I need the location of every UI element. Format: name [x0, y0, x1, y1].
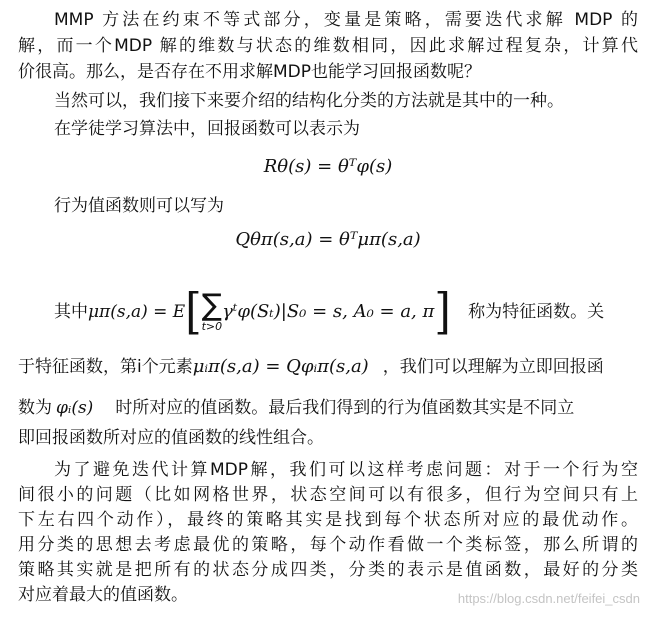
text-span: 时所对应的值函数。最后我们得到的行为值函数其实是不同立	[115, 398, 575, 418]
right-bracket: ]	[434, 283, 451, 340]
text-span: 于特征函数，第i个元素	[18, 357, 193, 377]
left-bracket: [	[185, 283, 202, 340]
math-feature-function: μπ(s,a) = E	[88, 302, 186, 322]
text-line: 价很高。那么，是否存在不用求解MDP也能学习回报函数呢？	[18, 62, 482, 82]
summation	[201, 288, 223, 333]
math-expectation-body: γᵗφ(Sₜ)|S₀ = s, A₀ = a, π	[222, 301, 435, 322]
text-line: 策略其实就是把所有的状态分成四类，分类的表示是值函数，最好的分类	[18, 560, 638, 580]
text-span: 数为	[18, 398, 52, 418]
text-line: 间很小的问题（比如网格世界，状态空间可以有很多，但行为空间只有上	[18, 485, 638, 505]
text-span: 其中	[54, 302, 88, 322]
paragraph-4: 行为值函数则可以写为	[54, 196, 224, 216]
paragraph-3: 在学徒学习算法中，回报函数可以表示为	[54, 119, 360, 139]
text-line: 为了避免迭代计算MDP解，我们可以这样考虑问题：对于一个行为空	[54, 460, 638, 480]
text-line: 解，而一个MDP 解的维数与状态的维数相同，因此求解过程复杂，计算代	[18, 36, 638, 56]
formula-reward: Rθ(s) = θᵀφ(s)	[263, 156, 393, 177]
text-span: ，我们可以理解为立即回报函	[382, 357, 604, 377]
text-line: 对应着最大的值函数。	[18, 585, 188, 605]
math-phi: φᵢ(s)	[56, 398, 94, 418]
paragraph-6	[18, 355, 638, 379]
paragraph-7	[18, 396, 638, 420]
sum-subscript: t>0	[201, 320, 223, 333]
text-line: MMP 方法在约束不等式部分，变量是策略，需要迭代求解 MDP 的	[54, 10, 638, 30]
text-span: 称为特征函数。关	[468, 302, 605, 322]
text-line: 下左右四个动作），最终的策略其实是找到每个状态所对应的最优动作。	[18, 510, 638, 530]
formula-action-value: Qθπ(s,a) = θᵀμπ(s,a)	[235, 229, 421, 250]
text-line: 用分类的思想去考虑最优的策略，每个动作看做一个类标签，那么所谓的	[18, 535, 638, 555]
paragraph-5	[54, 284, 638, 340]
watermark: https://blog.csdn.net/feifei_csdn	[457, 591, 640, 606]
paragraph-8: 即回报函数所对应的值函数的线性组合。	[18, 428, 324, 448]
paragraph-2: 当然可以，我们接下来要介绍的结构化分类的方法就是其中的一种。	[54, 91, 564, 111]
math-element: μᵢπ(s,a) = Qφᵢπ(s,a)	[192, 356, 369, 377]
sum-symbol: ∑	[201, 288, 222, 323]
